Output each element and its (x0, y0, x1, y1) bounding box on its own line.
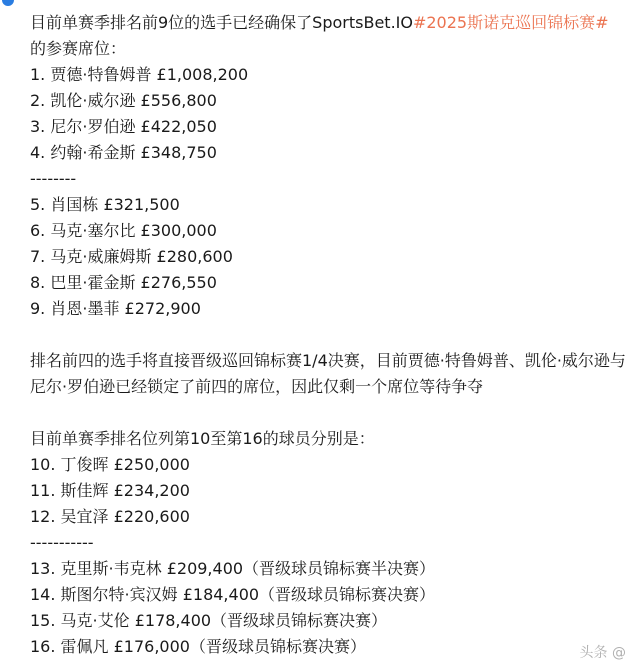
list-item: 11. 斯佳辉 £234,200 (30, 481, 190, 500)
intro-line (30, 10, 630, 36)
list-item: 7. 马克·威廉姆斯 £280,600 (30, 247, 233, 266)
list-item: 1. 贾德·特鲁姆普 £1,008,200 (30, 65, 249, 84)
paragraph-top4: 排名前四的选手将直接晋级巡回锦标赛1/4决赛，目前贾德·特鲁姆普、凯伦·威尔逊与尼尔·罗伯逊已经锁定了前四的席位，因此仅剩一个席位等待争夺 (30, 351, 626, 396)
list-item: 13. 克里斯·韦克林 £209,400（晋级球员锦标赛半决赛） (30, 559, 436, 578)
list-item: 15. 马克·艾伦 £178,400（晋级球员锦标赛决赛） (30, 611, 388, 630)
list-item: 5. 肖国栋 £321,500 (30, 195, 180, 214)
intro-text: 目前单赛季排名前9位的选手已经确保了SportsBet.IO (30, 13, 413, 32)
intro-suffix: 的参赛席位： (30, 39, 127, 58)
list-item: 12. 吴宜泽 £220,600 (30, 507, 190, 526)
post-content (30, 10, 630, 660)
list-item: 10. 丁俊晖 £250,000 (30, 455, 190, 474)
list-item: 6. 马克·塞尔比 £300,000 (30, 221, 217, 240)
watermark: 头条 @ (579, 645, 626, 661)
hashtag-link[interactable]: #2025斯诺克巡回锦标赛# (412, 13, 609, 32)
spacer (30, 400, 630, 426)
ranks-heading: 目前单赛季排名位列第10至第16的球员分别是： (30, 429, 375, 448)
list-divider: ----------- (30, 533, 94, 552)
ranks-10-16-list (30, 452, 630, 660)
list-divider: -------- (30, 169, 77, 188)
corner-badge-icon (0, 0, 14, 10)
list-item: 16. 雷佩凡 £176,000（晋级球员锦标赛决赛） (30, 637, 366, 656)
spacer (30, 322, 630, 348)
list-item: 14. 斯图尔特·宾汉姆 £184,400（晋级球员锦标赛决赛） (30, 585, 436, 604)
list-item: 9. 肖恩·墨菲 £272,900 (30, 299, 201, 318)
list-item: 8. 巴里·霍金斯 £276,550 (30, 273, 217, 292)
list-item: 4. 约翰·希金斯 £348,750 (30, 143, 217, 162)
top9-list (30, 62, 630, 322)
list-item: 3. 尼尔·罗伯逊 £422,050 (30, 117, 217, 136)
list-item: 2. 凯伦·威尔逊 £556,800 (30, 91, 217, 110)
